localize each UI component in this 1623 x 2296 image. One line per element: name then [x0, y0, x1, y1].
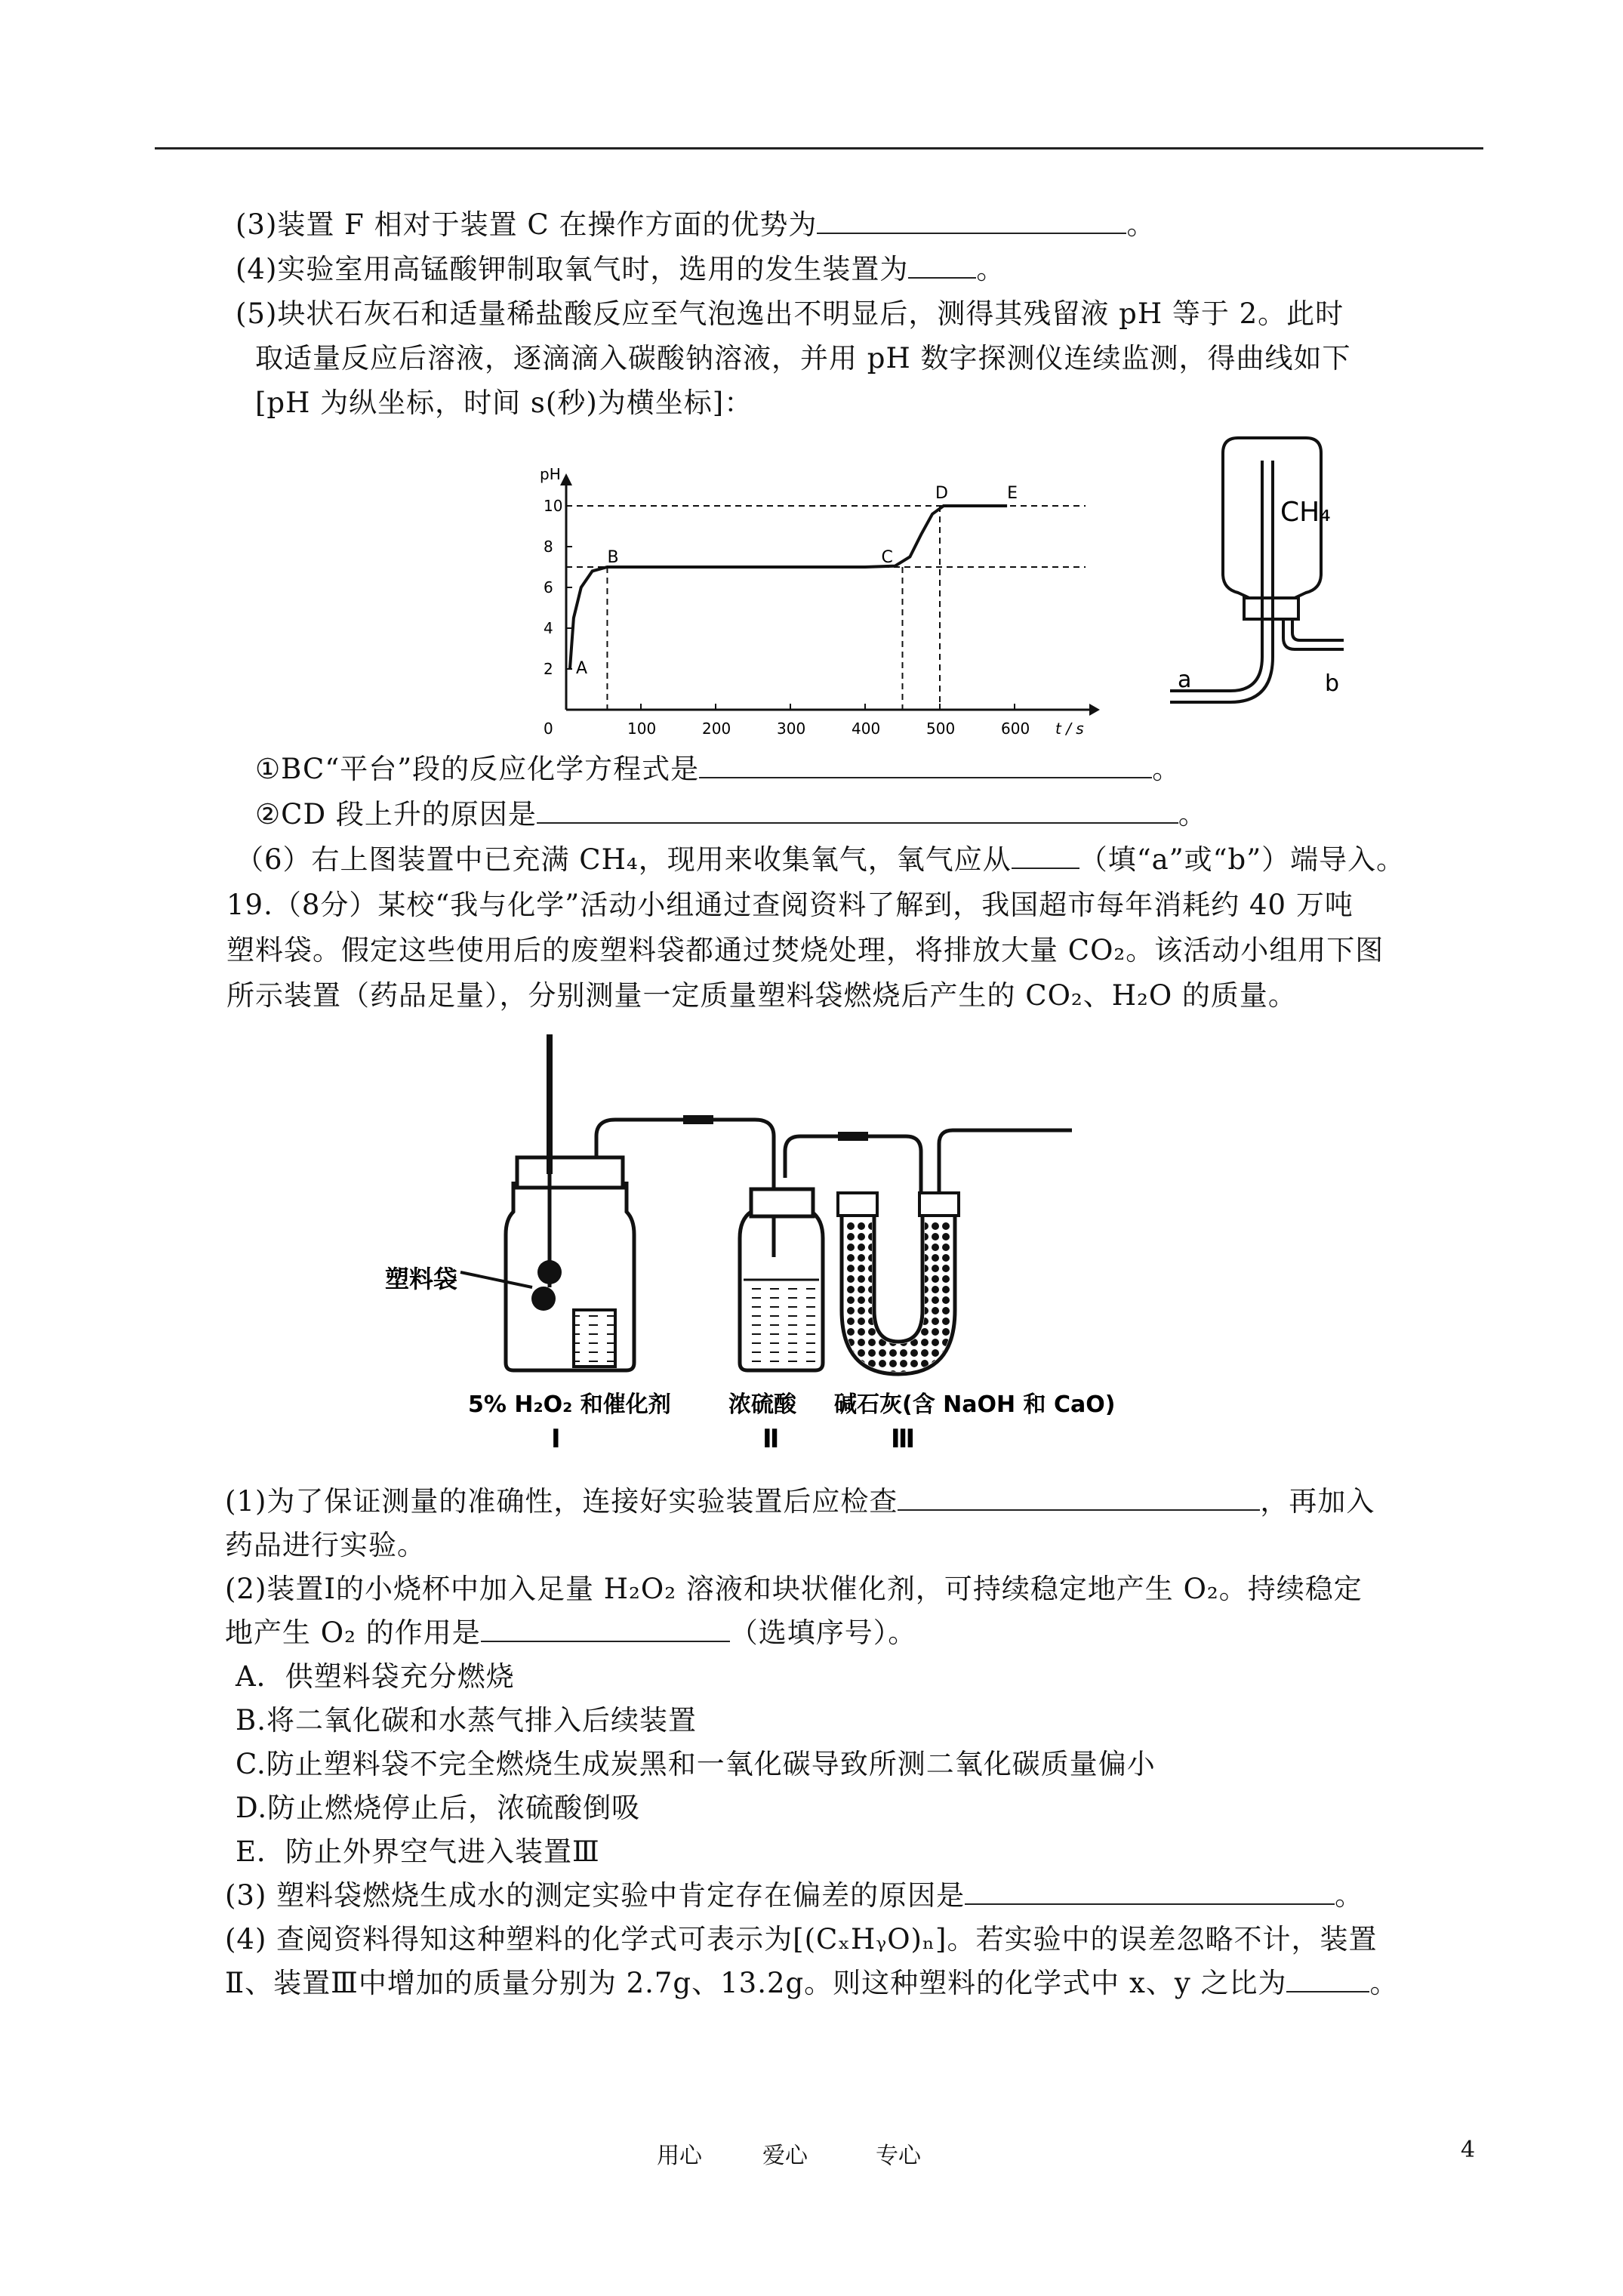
x-axis-label: t / s [1055, 720, 1084, 738]
ph-curve [570, 506, 1007, 669]
tube-b-inner [1292, 619, 1344, 640]
y-tick-label: 6 [544, 578, 553, 596]
question-19-1-end: ，再加入 [1260, 1485, 1375, 1518]
question-19-1 [225, 1484, 1375, 1520]
question-19-2b [225, 1615, 916, 1651]
question-19-3 [225, 1878, 1363, 1914]
question-6 [236, 842, 1405, 878]
y-axis-label: pH [540, 465, 561, 483]
point-label-a: A [575, 659, 588, 678]
apparatus-bottle-2 [740, 1189, 823, 1370]
tube-a [1170, 461, 1262, 691]
option-b: B.将二氧化碳和水蒸气排入后续装置 [236, 1704, 697, 1737]
origin-label: 0 [544, 720, 553, 738]
answer-blank[interactable] [908, 251, 976, 279]
reagent-3-label: 碱石灰(含 NaOH 和 CaO) [834, 1391, 1116, 1418]
y-tick-label: 10 [544, 497, 563, 515]
footer-motto-2: 爱心 [762, 2143, 808, 2169]
question-4 [236, 251, 1005, 288]
question-19-4: (4) 查阅资料得知这种塑料的化学式可表示为[(CₓHᵧO)ₙ]。若实验中的误差忽略不计，装置 [225, 1923, 1378, 1955]
question-5-1-text: ①BC“平台”段的反应化学方程式是 [255, 753, 700, 785]
question-19-4b [225, 1965, 1398, 2002]
question-5-1 [255, 751, 1181, 787]
question-5-line2: 取适量反应后溶液，逐滴滴入碳酸钠溶液，并用 pH 数字探测仪连续监测，得曲线如下 [255, 342, 1351, 374]
option-a: A．供塑料袋充分燃烧 [236, 1660, 515, 1693]
end-b-label: b [1325, 670, 1340, 697]
answer-blank[interactable] [1012, 842, 1079, 869]
question-19-3-text: (3) 塑料袋燃烧生成水的测定实验中肯定存在偏差的原因是 [225, 1879, 965, 1912]
question-19-2: (2)装置Ⅰ的小烧杯中加入足量 H₂O₂ 溶液和块状催化剂，可持续稳定地产生 O₂。持续稳定 [225, 1573, 1363, 1605]
question-6-end: （填“a”或“b”）端导入。 [1079, 843, 1406, 876]
apparatus-1-number: Ⅰ [551, 1424, 561, 1453]
x-tick-label: 500 [926, 720, 956, 738]
apparatus-bottle-1 [460, 1034, 634, 1370]
question-5-line3: [pH 为纵坐标，时间 s(秒)为横坐标]： [255, 387, 753, 419]
y-tick-label: 4 [544, 619, 553, 637]
question-19-4b-end: 。 [1369, 1967, 1399, 1999]
footer-motto-1: 用心 [657, 2143, 702, 2169]
apparatus-u-tube [838, 1130, 1072, 1374]
option-e: E．防止外界空气进入装置Ⅲ [236, 1835, 600, 1868]
question-19-4b-text: Ⅱ、装置Ⅲ中增加的质量分别为 2.7g、13.2g。则这种塑料的化学式中 x、y 之比为 [225, 1967, 1287, 1999]
question-19-1b: 药品进行实验。 [225, 1529, 426, 1561]
x-tick-label: 400 [852, 720, 881, 738]
answer-blank[interactable] [898, 1484, 1260, 1511]
question-19-line3: 所示装置（药品足量），分别测量一定质量塑料袋燃烧后产生的 CO₂、H₂O 的质量。 [226, 979, 1297, 1012]
reagent-2-label: 浓硫酸 [728, 1391, 796, 1418]
apparatus-3-number: Ⅲ [891, 1424, 916, 1453]
answer-blank[interactable] [481, 1615, 730, 1642]
question-5-2 [255, 797, 1207, 833]
point-label-d: D [935, 484, 948, 503]
point-label-b: B [607, 548, 619, 567]
gas-bottle-figure [1155, 430, 1351, 725]
option-d: D.防止燃烧停止后，浓硫酸倒吸 [236, 1792, 641, 1824]
y-tick-label: 8 [544, 538, 553, 556]
question-3 [236, 207, 1155, 243]
question-19-line1: 19.（8分）某校“我与化学”活动小组通过查阅资料了解到，我国超市每年消耗约 40 万吨 [226, 889, 1354, 921]
point-label-c: C [881, 548, 893, 567]
reagent-1-label: 5% H₂O₂ 和催化剂 [468, 1391, 671, 1418]
x-tick-label: 200 [702, 720, 731, 738]
x-tick-label: 100 [627, 720, 657, 738]
question-6-text: （6）右上图装置中已充满 CH₄，现用来收集氧气，氧气应从 [236, 843, 1012, 876]
point-label-e: E [1007, 484, 1018, 503]
option-c: C.防止塑料袋不完全燃烧生成炭黑和一氧化碳导致所测二氧化碳质量偏小 [236, 1748, 1156, 1780]
footer-motto-3: 专心 [876, 2143, 921, 2169]
question-4-text: (4)实验室用高锰酸钾制取氧气时，选用的发生装置为 [236, 253, 909, 285]
gas-label: CH₄ [1280, 497, 1331, 528]
header-rule [155, 147, 1483, 149]
answer-blank[interactable] [537, 797, 1178, 824]
question-4-end: 。 [976, 253, 1006, 285]
question-19-2b-end: （选填序号）。 [729, 1616, 917, 1649]
question-5-1-end: 。 [1152, 753, 1181, 785]
question-19-line2: 塑料袋。假定这些使用后的废塑料袋都通过焚烧处理，将排放大量 CO₂。该活动小组用下图 [226, 934, 1384, 966]
question-3-text: (3)装置 F 相对于装置 C 在操作方面的优势为 [236, 208, 818, 241]
question-5-line1: (5)块状石灰石和适量稀盐酸反应至气泡逸出不明显后，测得其残留液 pH 等于 2。此时 [236, 297, 1344, 330]
answer-blank[interactable] [1286, 1965, 1369, 1992]
x-tick-label: 300 [777, 720, 806, 738]
x-tick-label: 600 [1001, 720, 1030, 738]
answer-blank[interactable] [965, 1878, 1335, 1905]
y-tick-label: 2 [544, 660, 553, 678]
apparatus-2-number: Ⅱ [762, 1424, 780, 1453]
x-axis-arrow [1089, 704, 1100, 716]
ph-chart [521, 438, 1125, 740]
y-axis-arrow [560, 473, 572, 485]
question-19-3-end: 。 [1335, 1879, 1364, 1912]
question-19-1-text: (1)为了保证测量的准确性，连接好实验装置后应检查 [225, 1485, 898, 1518]
answer-blank[interactable] [699, 751, 1152, 778]
apparatus-figure [370, 1031, 1185, 1453]
question-3-end: 。 [1126, 208, 1156, 241]
end-a-label: a [1178, 667, 1192, 693]
answer-blank[interactable] [817, 207, 1126, 234]
page-number: 4 [1461, 2137, 1476, 2163]
question-19-2b-text: 地产生 O₂ 的作用是 [225, 1616, 481, 1649]
question-5-2-text: ②CD 段上升的原因是 [255, 798, 537, 831]
question-5-2-end: 。 [1178, 798, 1207, 831]
bag-label: 塑料袋 [385, 1265, 458, 1293]
